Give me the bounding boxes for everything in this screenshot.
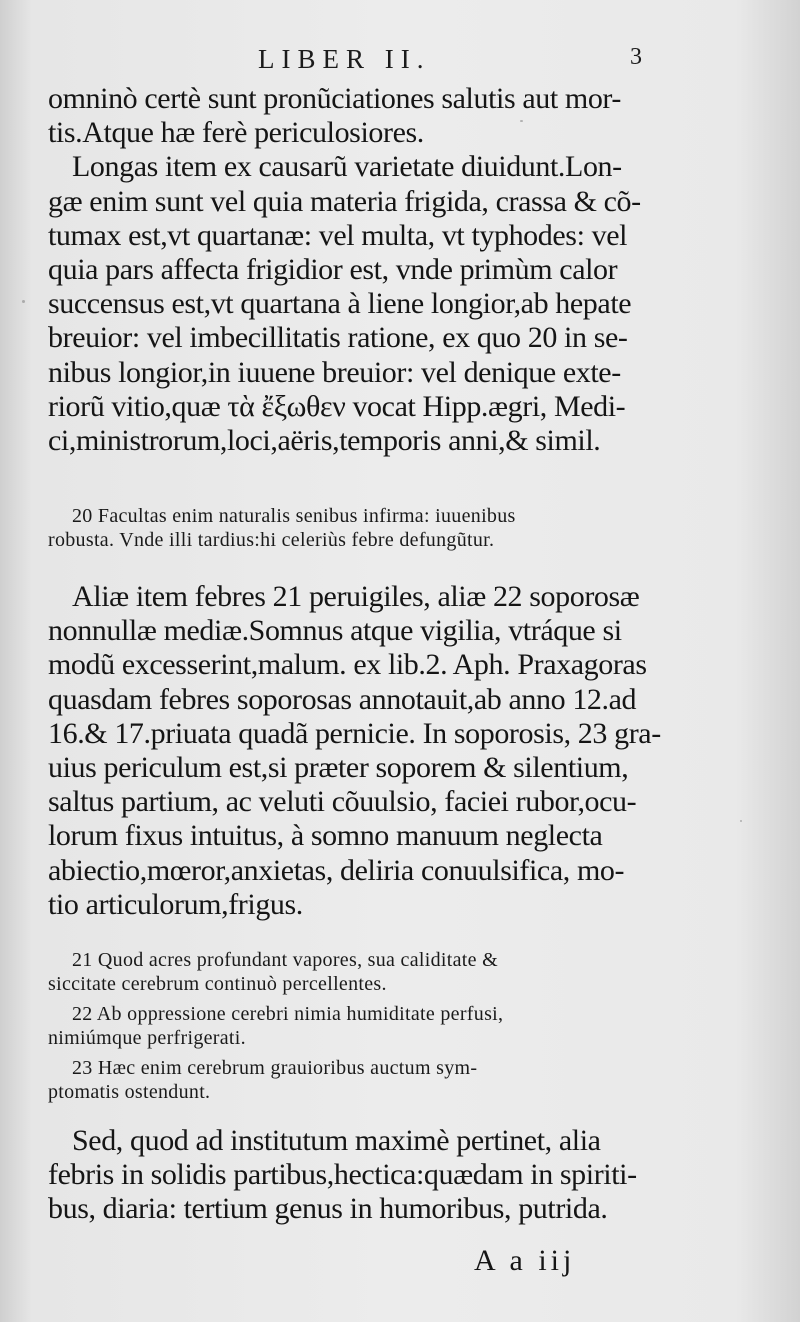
page-header xyxy=(0,40,800,80)
text-line: modũ excesserint,malum. ex lib.2. Aph. Praxagoras xyxy=(48,648,647,682)
text-line: succensus est,vt quartana à liene longior,ab hepate xyxy=(48,287,632,321)
text-line: breuior: vel imbecillitatis ratione, ex quo 20 in se- xyxy=(48,321,628,355)
text-line: Longas item ex causarũ varietate diuidunt.Lon- xyxy=(72,150,622,184)
text-line: gæ enim sunt vel quia materia frigida, crassa & cõ- xyxy=(48,184,641,218)
footnote-line: siccitate cerebrum continuò percellentes. xyxy=(48,973,387,995)
text-line: abiectio,mœror,anxietas, deliria conuulsifica, mo- xyxy=(48,853,625,887)
paper-speck xyxy=(740,820,742,822)
page-number: 3 xyxy=(630,44,642,70)
footnote-block-2 xyxy=(48,948,658,1104)
main-text-section-3 xyxy=(48,1124,658,1227)
text-line: quia pars affecta frigidior est, vnde primùm calor xyxy=(48,252,618,286)
text-line: riorũ vitio,quæ τὰ ἔξωθεν vocat Hipp.ægri, Medi- xyxy=(48,389,626,423)
footnote-line: 23 Hæc enim cerebrum grauioribus auctum sym- xyxy=(72,1057,478,1079)
footnote-line: 20 Facultas enim naturalis senibus infirma: iuuenibus xyxy=(72,505,516,527)
text-line: tumax est,vt quartanæ: vel multa, vt typhodes: vel xyxy=(48,218,628,252)
footnote-line: 21 Quod acres profundant vapores, sua caliditate & xyxy=(72,949,498,971)
text-line: uius periculum est,si præter soporem & silentium, xyxy=(48,750,629,784)
text-line: ci,ministrorum,loci,aëris,temporis anni,& simil. xyxy=(48,423,601,457)
text-line: Sed, quod ad institutum maximè pertinet, alia xyxy=(72,1124,601,1157)
text-line: quasdam febres soporosas annotauit,ab anno 12.ad xyxy=(48,682,637,716)
footnote-line: nimiúmque perfrigerati. xyxy=(48,1027,246,1049)
footnote-line: 22 Ab oppressione cerebri nimia humiditate perfusi, xyxy=(72,1003,504,1025)
footnote-line: ptomatis ostendunt. xyxy=(48,1081,211,1103)
text-line: lorum fixus intuitus, à somno manuum neglecta xyxy=(48,819,603,853)
text-line: Aliæ item febres 21 peruigiles, aliæ 22 soporosæ xyxy=(72,580,640,613)
text-line: omninò certè sunt pronũciationes salutis aut mor- xyxy=(48,82,622,115)
main-text-section-1 xyxy=(48,82,658,458)
text-line: tis.Atque hæ ferè periculosiores. xyxy=(48,116,424,150)
paper-speck xyxy=(22,300,25,303)
footnote-line: robusta. Vnde illi tardius:hi celeriùs febre defungũtur. xyxy=(48,529,495,551)
text-line: 16.& 17.priuata quadã pernicie. In soporosis, 23 gra- xyxy=(48,716,661,750)
text-line: nonnullæ mediæ.Somnus atque vigilia, vtráque si xyxy=(48,614,622,648)
main-text-section-2 xyxy=(48,580,661,922)
footnote-block-1 xyxy=(48,504,658,552)
text-line: tio articulorum,frigus. xyxy=(48,887,303,921)
text-line: nibus longior,in iuuene breuior: vel denique exte- xyxy=(48,355,621,389)
text-line: bus, diaria: tertium genus in humoribus, putrida. xyxy=(48,1192,608,1226)
text-line: saltus partium, ac veluti cõuulsio, faciei rubor,ocu- xyxy=(48,785,637,819)
signature-mark: A a iij xyxy=(474,1244,576,1277)
running-title: LIBER II. xyxy=(258,44,431,74)
text-line: febris in solidis partibus,hectica:quædam in spiriti- xyxy=(48,1158,637,1192)
